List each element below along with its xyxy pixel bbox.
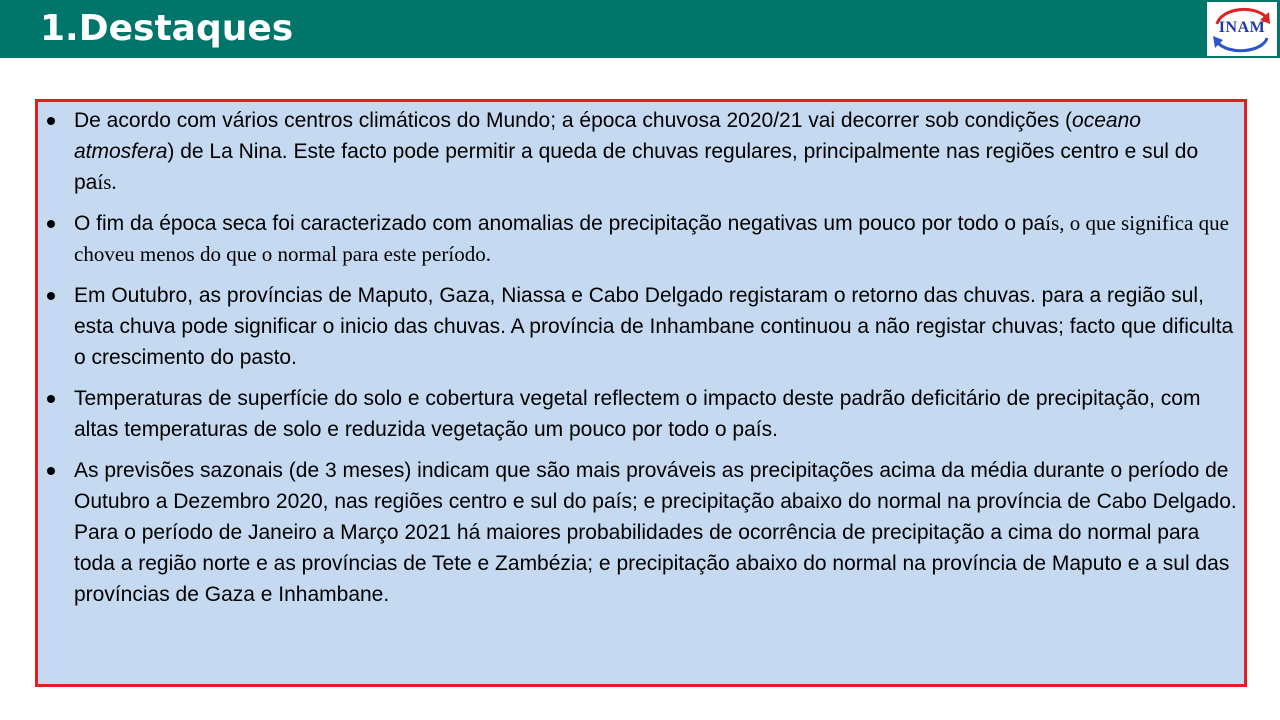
bullet-text: De acordo com vários centros climáticos do Mundo; a época chuvosa 2020/21 vai decorrer sob condições ( bbox=[74, 109, 1073, 132]
bullet-text: Em Outubro, as províncias de Maputo, Gaza, Niassa e Cabo Delgado registaram o retorno das chuvas. para a região sul, esta chuva pode significar o inicio das chuvas. A província de Inhambane continuou a não registar chuvas; facto que dificulta o crescimento do pasto. bbox=[74, 284, 1234, 369]
bullet-text: ís. bbox=[97, 170, 117, 194]
bullet-icon bbox=[47, 395, 55, 403]
highlights-box bbox=[35, 99, 1247, 687]
bullet-icon bbox=[47, 467, 55, 475]
bullet-icon bbox=[47, 220, 55, 228]
bullet-icon bbox=[47, 292, 55, 300]
bullet-text: O fim da época seca foi caracterizado com anomalias de precipitação negativas um pouco por todo o pa bbox=[74, 212, 1046, 235]
list-item bbox=[38, 208, 1244, 270]
inam-logo bbox=[1207, 2, 1277, 56]
page-title: 1.Destaques bbox=[40, 8, 294, 49]
list-item bbox=[38, 105, 1244, 198]
logo-text: INAM bbox=[1218, 19, 1266, 36]
bullet-text: Temperaturas de superfície do solo e cobertura vegetal reflectem o impacto deste padrão deficitário de precipitação, com altas temperaturas de solo e reduzida vegetação um pouco por todo o país. bbox=[74, 387, 1201, 441]
bullet-text: ) de La Nina. Este facto pode permitir a queda de chuvas regulares, principalmente nas regiões centro e sul do pa bbox=[74, 140, 1199, 194]
bullet-icon bbox=[47, 117, 55, 125]
list-item bbox=[38, 383, 1244, 445]
bullet-text: ís, o que significa que choveu menos do que o normal para este período. bbox=[74, 211, 1229, 266]
bullet-text: As previsões sazonais (de 3 meses) indicam que são mais prováveis as precipitações acima da média durante o período de Outubro a Dezembro 2020, nas regiões centro e sul do país; e precipitação abaixo do normal na província de Cabo Delgado. Para o período de Janeiro a Março 2021 há maiores probabilidades de ocorrência de precipitação a cima do normal para toda a região norte e as províncias de Tete e Zambézia; e precipitação abaixo do normal na província de Maputo e a sul das províncias de Gaza e Inhambane. bbox=[74, 459, 1237, 606]
highlights-list bbox=[38, 105, 1244, 620]
list-item bbox=[38, 455, 1244, 610]
title-bar bbox=[0, 0, 1280, 58]
bullet-italic-text: oceano atmosfera bbox=[74, 109, 1141, 163]
list-item bbox=[38, 280, 1244, 373]
